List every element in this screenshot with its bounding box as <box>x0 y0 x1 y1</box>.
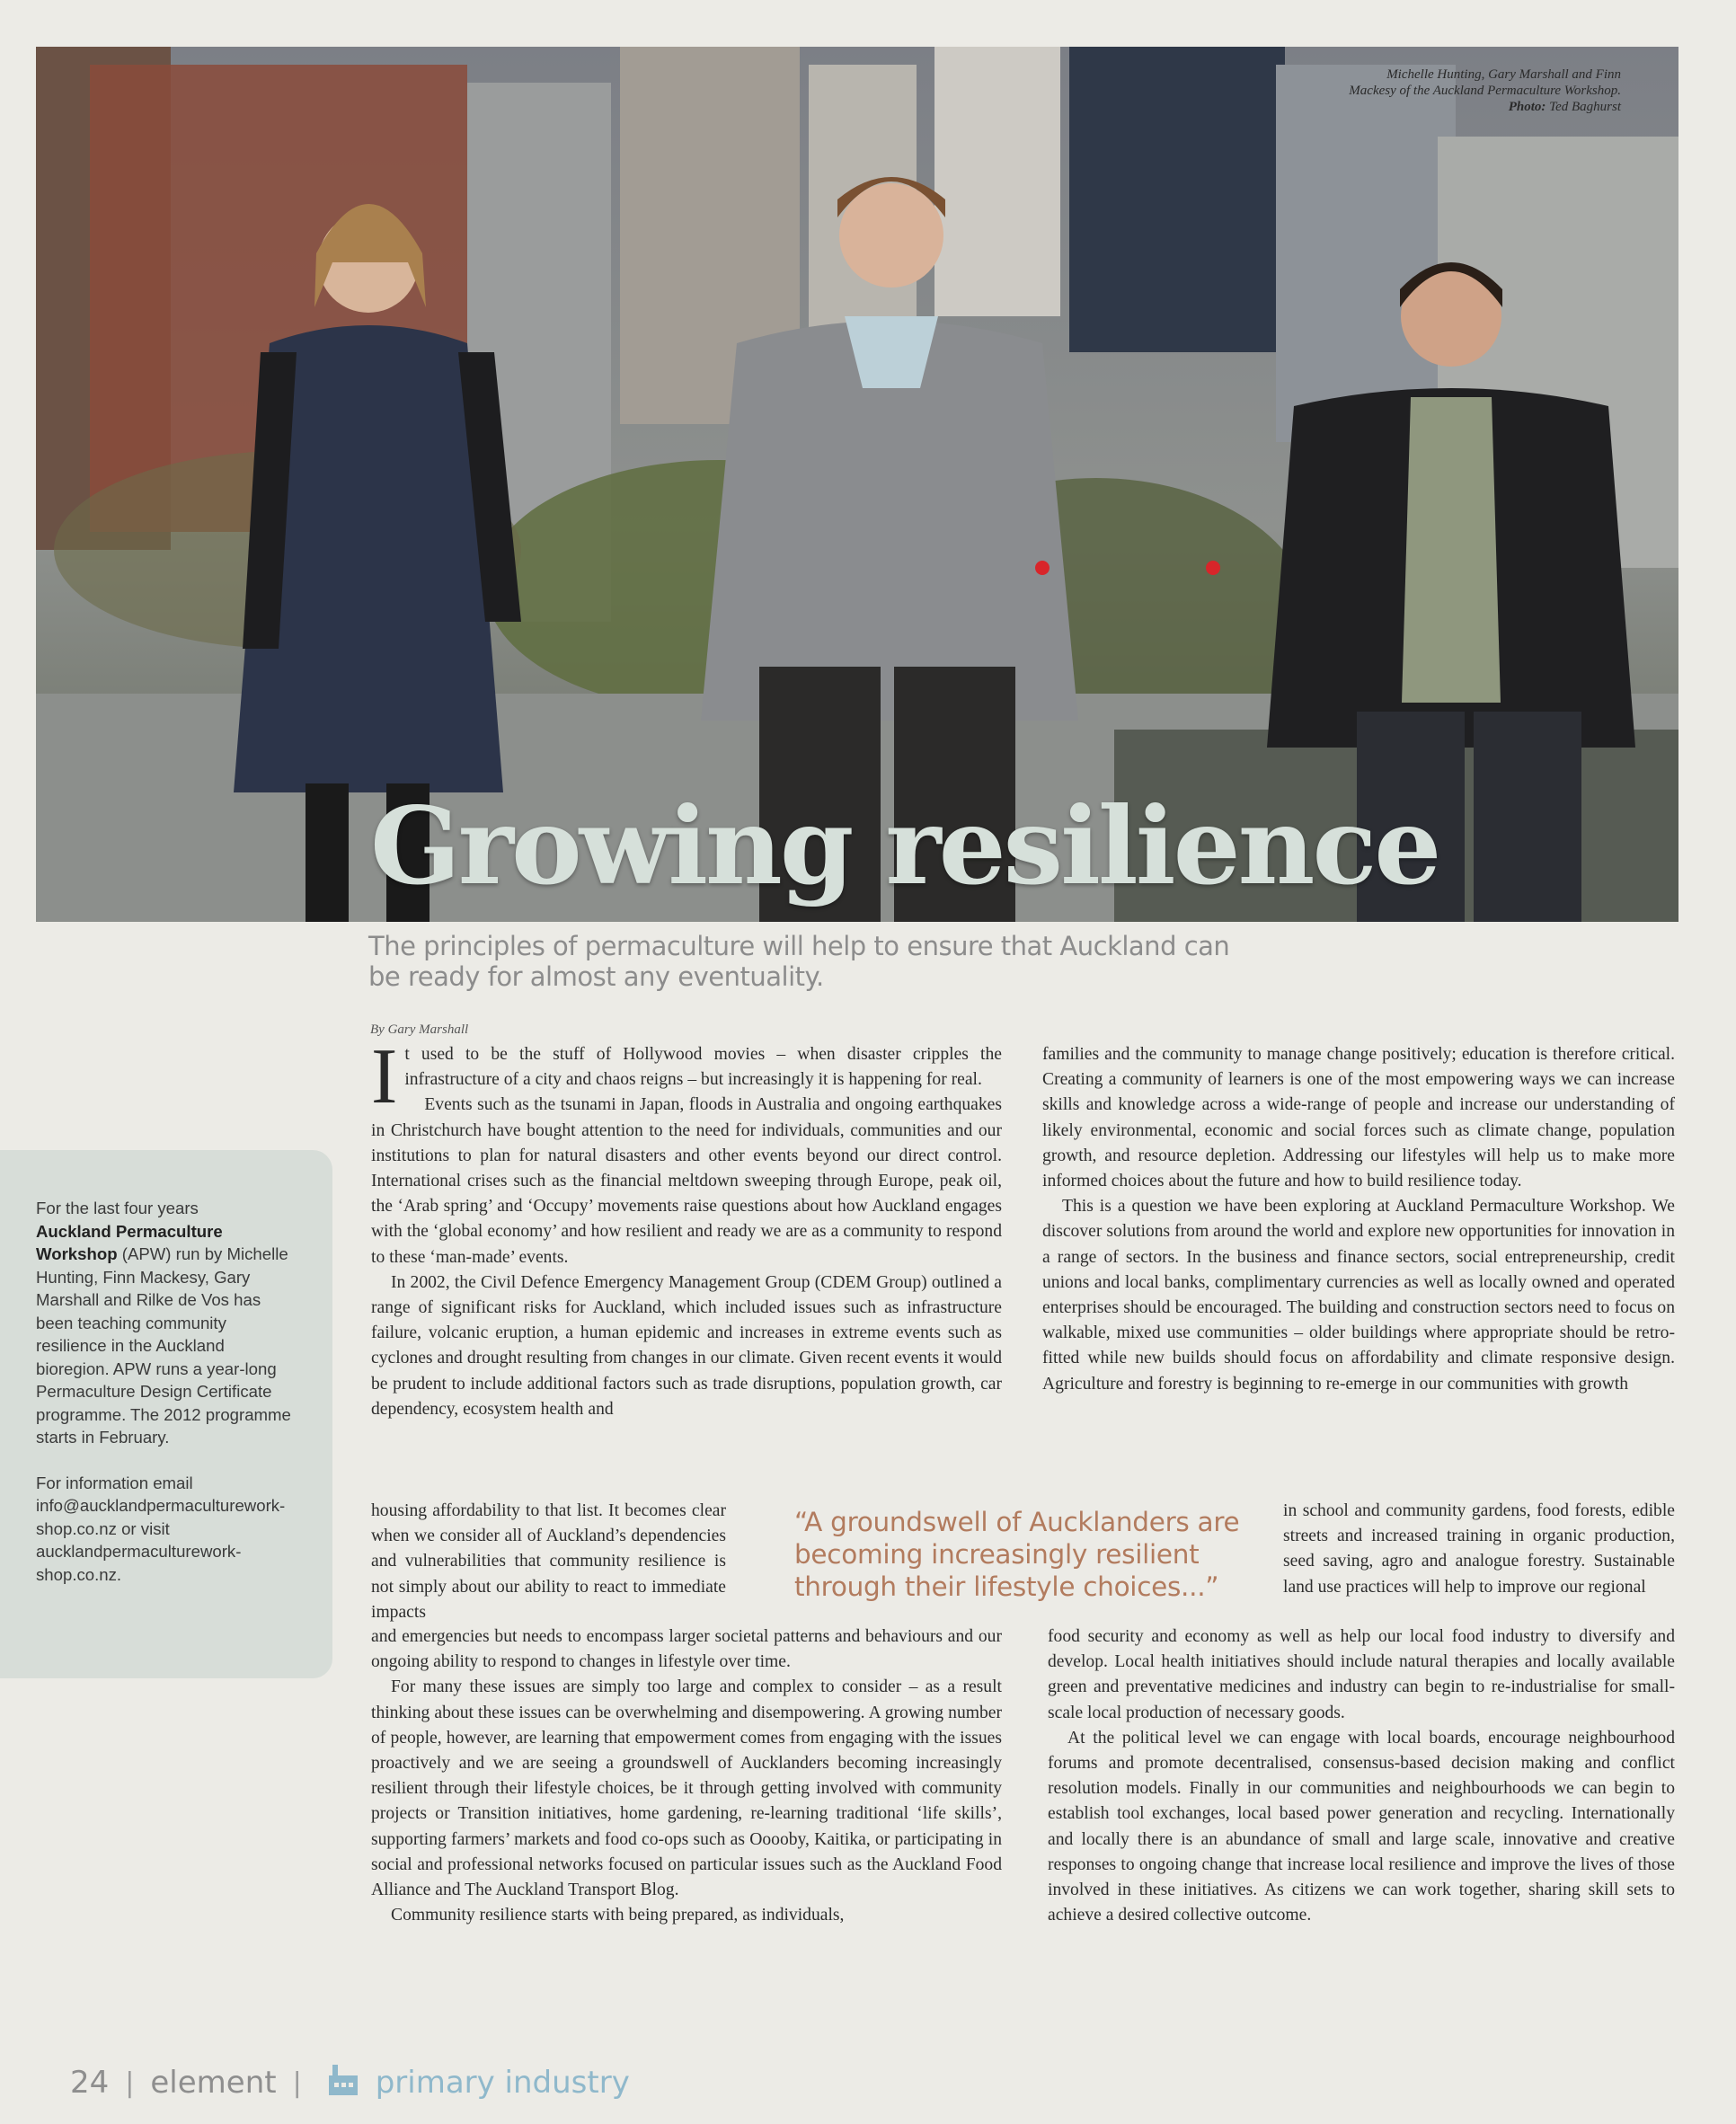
sidebar-org-name: Auckland Permaculture Workshop <box>36 1221 223 1263</box>
pull-quote: “A groundswell of Aucklanders are becoming increasingly resilient through their lifestyle choices...” <box>794 1507 1240 1602</box>
article-column-1-wrap <box>371 1499 726 1625</box>
sidebar-contact: For information email info@aucklandpermaculturework-shop.co.nz or visit aucklandpermaculturework-shop.co.nz. <box>36 1473 286 1584</box>
article-column-1-bottom <box>371 1624 1002 1928</box>
photo-caption <box>1244 66 1621 115</box>
article-column-1-top <box>371 1033 1002 1422</box>
article-paragraph: and emergencies but needs to encompass larger societal patterns and behaviours and our ongoing ability to respond to changes in lifestyle over time. <box>371 1627 1002 1672</box>
article-paragraph: For many these issues are simply too large and complex to consider – as a result thinking about these issues can be overwhelming and disempowering. A growing number of people, however, are learning that empowerment comes from engaging with the issues proactively and we are seeing a groundswell of Aucklanders becoming increasingly resilient through their lifestyle choices, be it through getting involved with community projects or Transition initiatives, home gardening, re-learning traditional ‘life skills’, supporting farmers’ markets and food co-ops such as Ooooby, Kaitika, or participating in social and professional networks focused on particular issues such as the Auckland Food Alliance and The Auckland Transport Blog. <box>371 1677 1002 1900</box>
sidebar-about <box>36 1197 295 1449</box>
info-sidebar <box>0 1150 332 1678</box>
article-paragraph: In 2002, the Civil Defence Emergency Management Group (CDEM Group) outlined a range of significant risks for Auckland, which included issues such as infrastructure failure, volcanic eruption, a human epidemic and increases in extreme events such as cyclones and drought resulting from changes in our climate. Given recent events it would be prudent to include additional factors such as trade disruptions, population growth, car dependency, ecosystem health and <box>371 1272 1002 1419</box>
article-paragraph: At the political level we can engage with local boards, encourage neighbourhood forums and promote decentralised, consensus-based decision making and conflict resolution models. Finally in our communities and neighbourhoods we can begin to establish tool exchanges, local based power generation and recycling. Internationally and locally there is an abundance of small and large scale, innovative and creative responses to ongoing change that increase local resilience and improve the lives of those involved in these initiatives. As citizens we can work together, sharing skill sets to achieve a desired collective outcome. <box>1048 1728 1675 1925</box>
caption-line-2: Mackesy of the Auckland Permaculture Workshop. <box>1349 84 1621 98</box>
article-paragraph <box>371 1033 1002 1120</box>
sidebar-intro: For the last four years <box>36 1199 199 1217</box>
article-paragraph: in school and community gardens, food forests, edible streets and increased training in organic production, seed saving, agro and analogue forestry. Sustainable land use practices will help to improve our regional <box>1283 1501 1675 1597</box>
page-number: 24 <box>70 2065 110 2101</box>
standfirst: The principles of permaculture will help to ensure that Auckland can be ready for almost any eventuality. <box>368 931 1230 992</box>
paragraph-text: t used to be the stuff of Hollywood movies – when disaster cripples the infrastructure of a city and chaos reigns – but increasingly it is happening for real. <box>404 1045 1002 1090</box>
photo-label: Photo: <box>1508 100 1546 114</box>
article-paragraph: Events such as the tsunami in Japan, floods in Australia and ongoing earthquakes in Christchurch have bought attention to the need for individuals, communities and our institutions to plan for natural disasters and other events beyond our direct control. International crises such as the financial meltdown sweeping through Europe, peak oil, the ‘Arab spring’ and ‘Occupy’ movements raise questions about how Auckland engages with the ‘global economy’ and how resilient and ready we are as a community to respond to these ‘man-made’ events. <box>371 1095 1002 1267</box>
section-name: primary industry <box>375 2065 630 2101</box>
sidebar-body: (APW) run by Michelle Hunting, Finn Mackesy, Gary Marshall and Rilke de Vos has been teaching community resilience in the Auckland bioregion. APW runs a year-long Permaculture Design Certificate programme. The 2012 programme starts in February. <box>36 1244 291 1447</box>
article-paragraph: Community resilience starts with being prepared, as individuals, <box>391 1906 845 1925</box>
hero-photo <box>36 47 1678 922</box>
article-paragraph: food security and economy as well as help our local food industry to diversify and develop. Local health initiatives should include natural therapies and locally available green and preventative medicines and industry can begin to re-industrialise for small-scale local production of necessary goods. <box>1048 1627 1675 1722</box>
article-paragraph: This is a question we have been exploring at Auckland Permaculture Workshop. We discover solutions from around the world and explore new opportunities for innovation in a range of sectors. In the business and finance sectors, social entrepreneurship, credit unions and local banks, complimentary currencies as well as locally owned and operated enterprises should be encouraged. The building and construction sectors need to focus on walkable, mixed use communities – older buildings where appropriate should be retro-fitted while new builds should focus on affordability and climate responsive design. Agriculture and forestry is beginning to re-emerge in our communities with growth <box>1042 1197 1675 1394</box>
caption-line-1: Michelle Hunting, Gary Marshall and Finn <box>1386 67 1621 82</box>
article-title: Growing resilience <box>370 783 1439 908</box>
page-footer <box>70 2065 630 2101</box>
article-paragraph: housing affordability to that list. It becomes clear when we consider all of Auckland’s dependencies and vulnerabilities that community resilience is not simply about our ability to react to immediate impacts <box>371 1501 726 1622</box>
byline: By Gary Marshall <box>370 1022 469 1037</box>
footer-divider: | <box>292 2066 302 2099</box>
article-column-2-top <box>1042 1042 1675 1397</box>
article-column-2-wrap <box>1283 1499 1675 1600</box>
factory-icon <box>325 2061 361 2105</box>
footer-divider: | <box>125 2066 135 2099</box>
article-paragraph: families and the community to manage change positively; education is therefore critical. Creating a community of learners is one of the most empowering ways we can increase skills and knowledge across a wide-range of people and increase our understanding of likely environmental, economic and social forces such as climate change, population growth, and resource depletion. Addressing our lifestyles will help us to make more informed choices about the future and how to build resilience today. <box>1042 1045 1675 1191</box>
article-column-2-bottom <box>1048 1624 1675 1928</box>
photographer-name: Ted Baghurst <box>1549 100 1621 114</box>
drop-cap: I <box>371 1033 398 1120</box>
magazine-name: element <box>150 2065 277 2101</box>
